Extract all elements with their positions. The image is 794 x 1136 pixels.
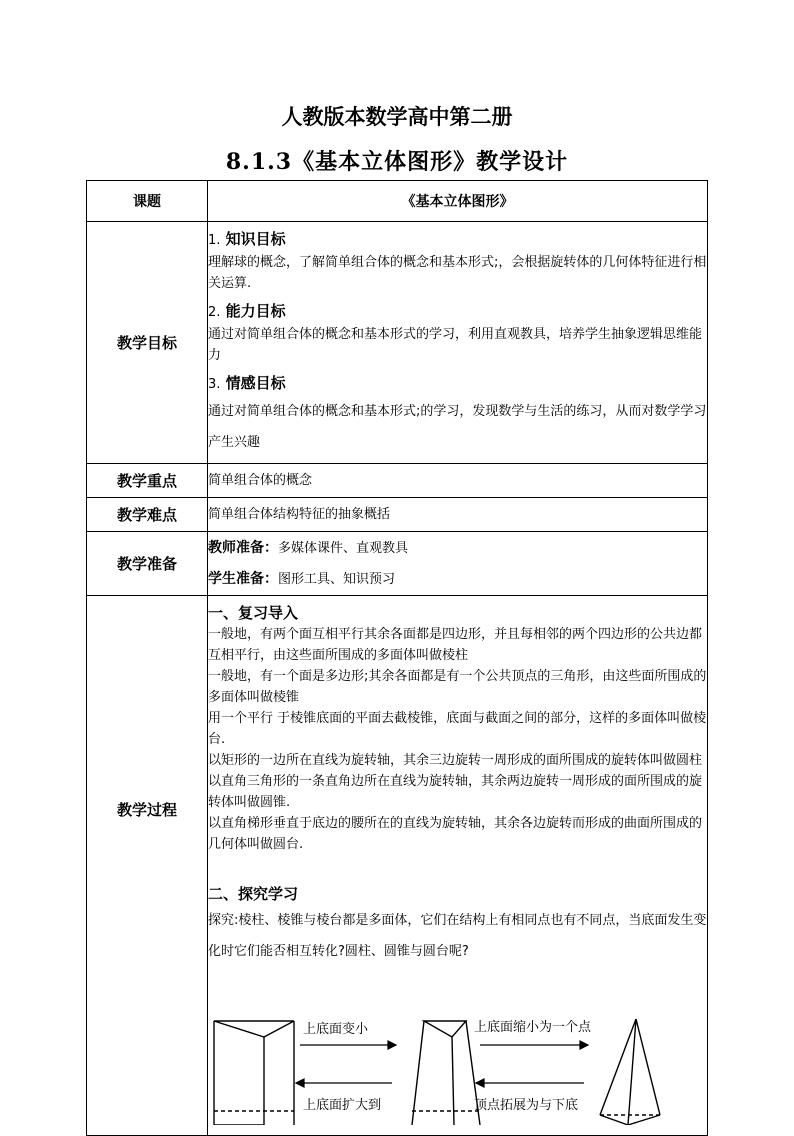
process-paragraph-6: 以直角梯形垂直于底边的腰所在的直线为旋转轴，其余各边旋转而形成的曲面所围成的几何体叫做圆台.	[208, 816, 703, 852]
process-paragraph-4: 以矩形的一边所在直线为旋转轴，其余三边旋转一周形成的面所围成的旋转体叫做圆柱	[208, 753, 703, 768]
document-title: 人教版本数学高中第二册	[281, 104, 513, 129]
preparation-row	[87, 532, 708, 596]
topic-label: 课题	[87, 181, 208, 222]
section2-heading: 二、探究学习	[208, 885, 299, 903]
process-paragraph-1: 一般地，有两个面互相平行其余各面都是四边形，并且每相邻的两个四边形的公共边都互相平行，由这些面所围成的多面体叫做棱柱	[208, 627, 703, 663]
arrow1-bottom-label: 上底面扩大到	[303, 1098, 382, 1113]
objectives-row	[87, 222, 708, 464]
key-point-label: 教学重点	[87, 464, 208, 498]
objective-heading-1: 1. 知识目标	[208, 230, 286, 248]
process-row	[87, 596, 708, 1136]
arrow-pair-1	[296, 1041, 396, 1087]
process-paragraph-3: 用一个平行 于棱锥底面的平面去截棱锥，底面与截面之间的部分，这样的多面体叫做棱台.	[208, 711, 707, 747]
difficulty-text: 简单组合体结构特征的抽象概括	[208, 498, 708, 532]
objective-heading-2: 2. 能力目标	[208, 302, 286, 320]
student-preparation: 学生准备：图形工具、知识预习	[208, 570, 396, 587]
solids-figure	[208, 1015, 688, 1125]
lesson-plan-table	[86, 180, 708, 1136]
topic-value: 《基本立体图形》	[208, 181, 708, 222]
difficulty-label: 教学难点	[87, 498, 208, 532]
objective-heading-3: 3. 情感目标	[208, 374, 286, 392]
objectives-label: 教学目标	[87, 222, 208, 464]
arrow2-bottom-label: 顶点拓展为与下底	[474, 1098, 579, 1113]
section1-heading: 一、复习导入	[208, 604, 299, 622]
document-subtitle: 8.1.3《基本立体图形》教学设计	[225, 149, 569, 175]
arrow-pair-2	[476, 1041, 588, 1087]
objective-text-1: 理解球的概念，了解简单组合体的概念和基本形式;，会根据旋转体的几何体特征进行相关运算.	[208, 255, 707, 291]
preparation-content	[208, 532, 708, 596]
arrow2-top-label: 上底面缩小为一个点	[474, 1020, 592, 1035]
section2-text: 探究:棱柱、棱锥与棱台都是多面体，它们在结构上有相同点也有不同点，当底面发生变化时它们能否相互转化?圆柱、圆锥与圆台呢?	[208, 913, 707, 959]
topic-row	[87, 181, 708, 222]
objective-text-2: 通过对简单组合体的概念和基本形式的学习，利用直观教具，培养学生抽象逻辑思维能力	[208, 327, 703, 363]
process-paragraph-2: 一般地，有一个面是多边形;其余各面都是有一个公共顶点的三角形，由这些面所围成的多面体叫做棱锥	[208, 669, 707, 705]
key-point-text: 简单组合体的概念	[208, 464, 708, 498]
process-content	[208, 596, 708, 1136]
solids-transformation-diagram	[208, 1015, 707, 1125]
objectives-content	[208, 222, 708, 464]
process-label: 教学过程	[87, 596, 208, 1136]
frustum-figure	[412, 1021, 480, 1125]
prism-figure	[214, 1021, 294, 1125]
preparation-label: 教学准备	[87, 532, 208, 596]
difficulty-row	[87, 498, 708, 532]
teacher-preparation: 教师准备：多媒体课件、直观教具	[208, 539, 409, 556]
pyramid-figure	[600, 1019, 660, 1125]
process-paragraph-5: 以直角三角形的一条直角边所在直线为旋转轴，其余两边旋转一周形成的面所围成的旋转体叫做圆锥.	[208, 774, 703, 810]
objective-text-3: 通过对简单组合体的概念和基本形式;的学习，发现数学与生活的练习，从而对数学学习产生兴趣	[208, 404, 707, 450]
key-point-row	[87, 464, 708, 498]
arrow1-top-label: 上底面变小	[303, 1022, 369, 1037]
